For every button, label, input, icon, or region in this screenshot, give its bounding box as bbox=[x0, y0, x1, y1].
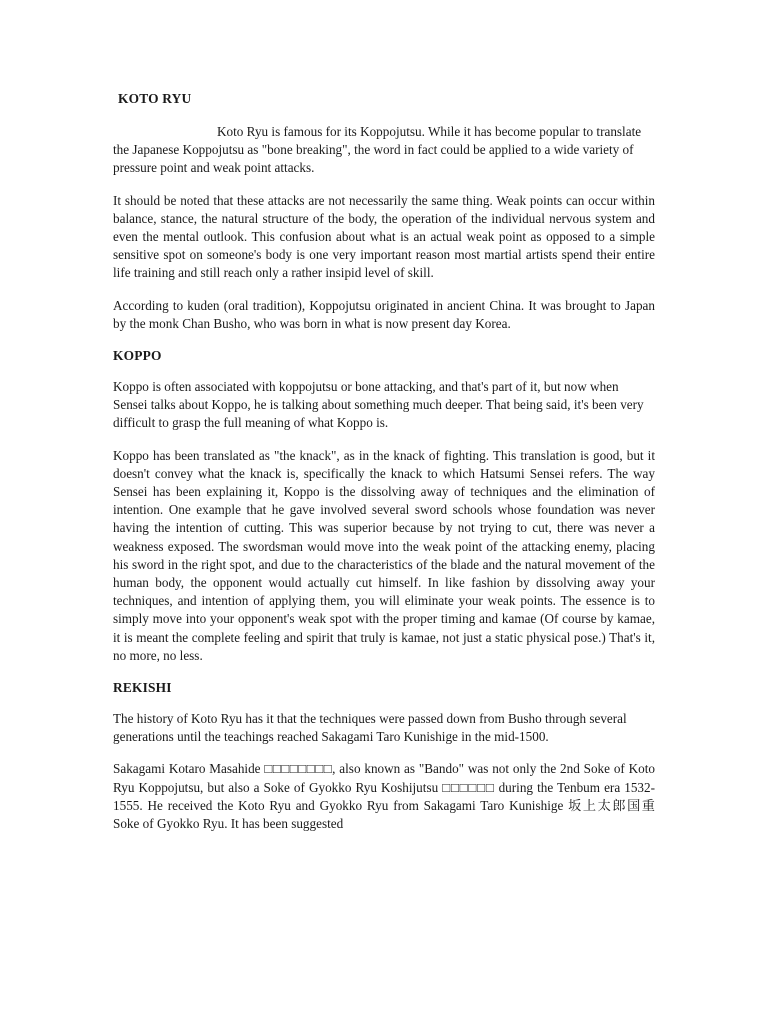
intro-paragraph-3: According to kuden (oral tradition), Koppojutsu originated in ancient China. It was brought to Japan by the monk Chan Busho, who was born in what is now present day Korea. bbox=[113, 297, 655, 331]
document-title: KOTO RYU bbox=[118, 91, 192, 106]
rekishi-paragraph-1: The history of Koto Ryu has it that the techniques were passed down from Busho through several generations until the teachings reached Sakagami Taro Kunishige in the mid-1500. bbox=[113, 711, 627, 745]
intro-paragraph-2: It should be noted that these attacks are not necessarily the same thing. Weak points can occur within balance, stance, the natural structure of the body, the operation of the individual nervous system and even the mental outlook. This confusion about what is an actual weak point as opposed to a simple sensitive spot on someone's body is one very important reason most martial artists spend their entire life training and still reach only a rather insipid level of skill. bbox=[113, 192, 655, 281]
koppo-paragraph-2: Koppo has been translated as "the knack", as in the knack of fighting. This translation is good, but it doesn't convey what the knack is, specifically the knack to which Hatsumi Sensei refers. The way Sensei has been explaining it, Koppo is the dissolving away of techniques and the elimination of intention. One example that he gave involved several sword schools whose foundation was never having the intention of cutting. This was superior because by not trying to cut, there was never a weakness exposed. The swordsman would move into the weak point of the attacking enemy, placing his sword in the right spot, and due to the characteristics of the blade and the natural movement of the human body, the opponent would actually cut himself. In like fashion by dissolving away your techniques, and intention of applying them, you will eliminate your weak points. The essence is to simply move into your opponent's weak spot with the proper timing and kamae (Of course by kamae, it is meant the complete feeling and spirit that truly is kamae, not just a static physical pose.) That's it, no more, no less. bbox=[113, 447, 655, 663]
intro-paragraph-1: Koto Ryu is famous for its Koppojutsu. While it has become popular to translate the Japanese Koppojutsu as "bone breaking", the word in fact could be applied to a wide variety of pressure point and weak point attacks. bbox=[113, 124, 642, 176]
document-content bbox=[113, 90, 655, 847]
rekishi-heading: REKISHI bbox=[113, 680, 172, 696]
koppo-paragraph-1: Koppo is often associated with koppojutsu or bone attacking, and that's part of it, but now when Sensei talks about Koppo, he is talking about something much deeper. That being said, it's been very difficult to grasp the full meaning of what Koppo is. bbox=[113, 379, 644, 431]
rekishi-paragraph-2: Sakagami Kotaro Masahide □□□□□□□□, also known as "Bando" was not only the 2nd Soke of Koto Ryu Koppojutsu, but also a Soke of Gyokko Ryu Koshijutsu □□□□□□ during the Tenbum era 1532-1555. He received the Koto Ryu and Gyokko Ryu from Sakagami Taro Kunishige 坂上太郎国重 Soke of Gyokko Ryu. It has been suggested bbox=[113, 761, 655, 832]
koppo-heading: KOPPO bbox=[113, 348, 162, 364]
